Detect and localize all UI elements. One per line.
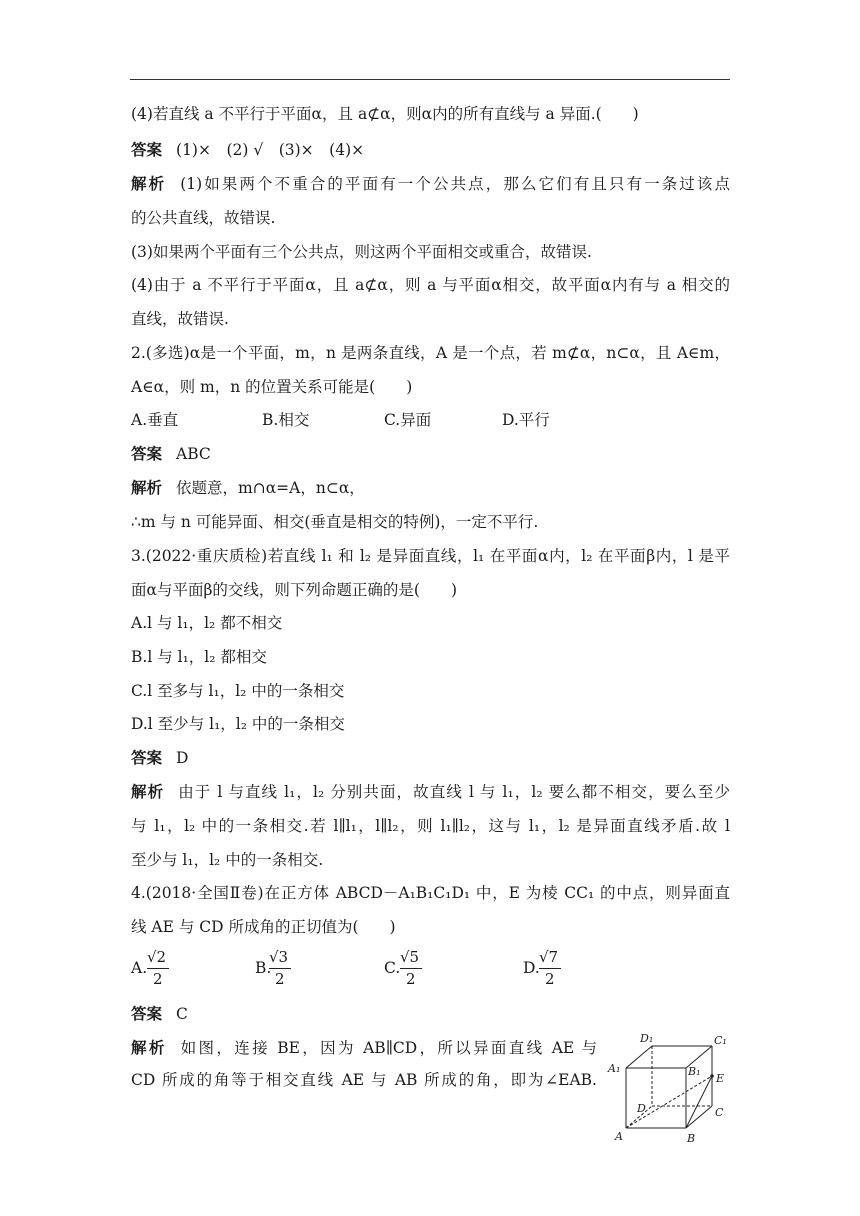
q3-analysis-cont: 与 l₁，l₂ 中的一条相交.若 l∥l₁，l∥l₂，则 l₁∥l₂，这与 l₁，l₂ 是异面直线矛盾.故 l [131,817,730,835]
q2-analysis-line [131,478,365,498]
q3-option-c: C.l 至多与 l₁，l₂ 中的一条相交 [131,682,345,700]
answer-tag: 答案 [131,141,163,159]
analysis-tag: 解析 [131,479,163,497]
q2-option-c: C.异面 [384,411,432,429]
q4-stem-cont: 线 AE 与 CD 所成角的正切值为( ) [131,918,396,936]
fraction-denominator: 2 [153,970,163,988]
q1-analysis-cont: 的公共直线，故错误. [131,209,276,227]
fraction-bar [269,968,291,969]
q3-stem-cont: 面α与平面β的交线，则下列命题正确的是( ) [131,581,458,599]
q4-option-c-fraction [400,948,424,990]
label-b: B [687,1132,696,1145]
q4-analysis-line [131,1038,597,1058]
q2-option-a: A.垂直 [131,411,179,429]
fraction-bar [147,968,169,969]
q3-option-a: A.l 与 l₁，l₂ 都不相交 [131,614,283,632]
analysis-text: 由于 l 与直线 l₁，l₂ 分别共面，故直线 l 与 l₁，l₂ 要么都不相交，要么至少 [178,783,730,801]
q1-analysis-4-cont: 直线，故错误. [131,310,229,328]
answer-text: (1)× (2) √ (3)× (4)× [176,141,365,159]
q2-analysis-cont: ∴m 与 n 可能异面、相交(垂直是相交的特例)，一定不平行. [131,513,539,531]
label-c: C [715,1106,724,1119]
point-e [710,1074,714,1078]
fraction-bar [539,968,561,969]
q2-stem: 2.(多选)α是一个平面，m，n 是两条直线，A 是一个点，若 m⊄α，n⊂α，且 A∈m， [131,344,730,362]
label-a1: A₁ [608,1062,621,1075]
label-d: D [637,1102,646,1115]
q4-option-a-fraction [147,948,171,990]
answer-text: D [176,749,189,767]
analysis-tag: 解析 [131,783,165,801]
q1-answer-line [131,140,364,160]
q4-option-d-label: D. [523,959,540,977]
q1-part4-line: (4)若直线 a 不平行于平面α，且 a⊄α，则α内的所有直线与 a 异面.( ) [131,105,639,123]
analysis-text: (1)如果两个不重合的平面有一个公共点，那么它们有且只有一条过该点 [180,175,730,193]
q4-option-b-label: B. [255,959,272,977]
analysis-text: 如图，连接 BE，因为 AB∥CD，所以异面直线 AE 与 [180,1039,597,1057]
q3-option-d: D.l 至少与 l₁，l₂ 中的一条相交 [131,715,345,733]
label-d1: D₁ [640,1032,654,1045]
fraction-denominator: 2 [545,970,555,988]
answer-tag: 答案 [131,749,163,767]
q4-answer-line [131,1004,188,1024]
q3-answer-line [131,748,188,768]
q1-analysis-line [131,174,730,194]
q1-analysis-3: (3)如果两个平面有三个公共点，则这两个平面相交或重合，故错误. [131,243,592,261]
fraction-numerator: √5 [400,948,420,966]
label-c1: C₁ [714,1034,727,1047]
label-e: E [716,1072,725,1085]
fraction-numerator: √2 [147,948,167,966]
q2-answer-line [131,444,211,464]
fraction-denominator: 2 [275,970,285,988]
q3-option-b: B.l 与 l₁，l₂ 都相交 [131,648,267,666]
label-a: A [615,1130,623,1143]
q4-stem: 4.(2018·全国Ⅱ卷)在正方体 ABCD－A₁B₁C₁D₁ 中，E 为棱 CC₁ 的中点，则异面直 [131,884,730,902]
q4-option-a-label: A. [131,959,148,977]
answer-tag: 答案 [131,1005,163,1023]
analysis-tag: 解析 [131,1039,167,1057]
answer-tag: 答案 [131,445,163,463]
q2-stem-cont: A∈α，则 m，n 的位置关系可能是( ) [131,378,413,396]
q2-option-b: B.相交 [262,411,310,429]
q3-analysis-line [131,782,730,802]
q3-analysis-cont2: 至少与 l₁，l₂ 中的一条相交. [131,851,324,869]
answer-text: C [176,1005,188,1023]
fraction-denominator: 2 [406,970,416,988]
fraction-bar [400,968,422,969]
fraction-numerator: √3 [269,948,289,966]
analysis-tag: 解析 [131,175,167,193]
cube-figure [600,1030,735,1155]
q4-option-b-fraction [269,948,293,990]
q4-option-d-fraction [539,948,563,990]
label-b1: B₁ [688,1065,701,1078]
q1-analysis-4: (4)由于 a 不平行于平面α，且 a⊄α，则 a 与平面α相交，故平面α内有与 a 相交的 [131,276,730,294]
answer-text: ABC [176,445,211,463]
q4-analysis-cont: CD 所成的角等于相交直线 AE 与 AB 所成的角，即为∠EAB. [131,1071,597,1089]
q2-option-d: D.平行 [502,411,550,429]
analysis-text: 依题意，m∩α=A，n⊂α， [176,479,365,497]
fraction-numerator: √7 [539,948,559,966]
edge-bc [686,1106,712,1128]
q3-stem: 3.(2022·重庆质检)若直线 l₁ 和 l₂ 是异面直线，l₁ 在平面α内，l₂ 在平面β内，l 是平 [131,547,730,565]
edge-a1d1 [626,1046,652,1068]
q4-option-c-label: C. [384,959,401,977]
header-rule [130,79,730,80]
